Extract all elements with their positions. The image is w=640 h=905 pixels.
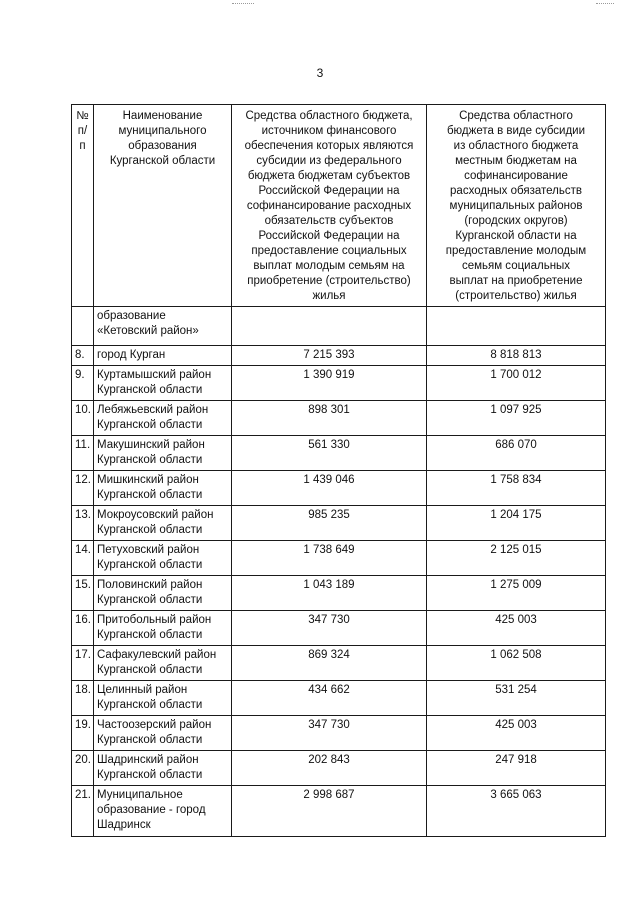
cell-municipality-name <box>94 786 232 837</box>
cell-federal-amount <box>232 506 427 541</box>
municipality-name: Муниципальное образование - город Шадринск <box>97 789 206 831</box>
federal-amount: 869 324 <box>308 649 350 661</box>
cell-municipality-name <box>94 541 232 576</box>
cell-federal <box>232 307 427 346</box>
cell-federal-amount <box>232 716 427 751</box>
table-row <box>72 681 606 716</box>
regional-amount: 425 003 <box>495 719 537 731</box>
cell-regional-amount <box>427 751 606 786</box>
cell-row-number <box>72 436 94 471</box>
cell-row-number <box>72 611 94 646</box>
table-row-continuation <box>72 307 606 346</box>
table-row <box>72 401 606 436</box>
cell-federal-amount <box>232 751 427 786</box>
row-number: 21. <box>75 789 91 801</box>
cell-regional-amount <box>427 401 606 436</box>
municipality-name: Мокроусовский район Курганской области <box>97 509 214 536</box>
municipality-name: Целинный район Курганской области <box>97 684 203 711</box>
regional-amount: 3 665 063 <box>490 789 542 801</box>
table-header-row <box>72 105 606 307</box>
federal-amount: 347 730 <box>308 614 350 626</box>
cell-regional-amount <box>427 611 606 646</box>
cell-row-number <box>72 786 94 837</box>
cell-federal-amount <box>232 346 427 366</box>
regional-amount: 2 125 015 <box>490 544 542 556</box>
cell-municipality-name <box>94 436 232 471</box>
row-number: 14. <box>75 544 91 556</box>
row-number: 20. <box>75 754 91 766</box>
table-body <box>72 307 606 837</box>
cell-row-number <box>72 401 94 436</box>
federal-amount: 898 301 <box>308 404 350 416</box>
row-number: 15. <box>75 579 91 591</box>
cell-federal-amount <box>232 786 427 837</box>
cell-federal-amount <box>232 611 427 646</box>
cell-municipality-name <box>94 681 232 716</box>
cell-federal-amount <box>232 646 427 681</box>
cell-municipality-name <box>94 471 232 506</box>
cell-federal-amount <box>232 366 427 401</box>
cell-regional-amount <box>427 506 606 541</box>
cell-row-number <box>72 366 94 401</box>
municipality-name: Макушинский район Курганской области <box>97 439 205 466</box>
cell-num <box>72 307 94 346</box>
row-number: 13. <box>75 509 91 521</box>
header-federal <box>232 105 427 307</box>
header-name-text: Наименование муниципального образования Курганской области <box>109 110 216 167</box>
cell-regional-amount <box>427 576 606 611</box>
table-row <box>72 751 606 786</box>
header-num-text: № п/п <box>76 110 89 152</box>
table-row <box>72 506 606 541</box>
page-number: 3 <box>316 66 324 80</box>
municipality-name: Половинский район Курганской области <box>97 579 203 606</box>
row-number: 12. <box>75 474 91 486</box>
header-regional-text: Средства областного бюджета в виде субсидии из областного бюджета местным бюджетам на софинансирование расходных обязательств муниципальных районов (городских округов) Курганской области на предоставление молодым семьям социальных выплат на приобретение (строительство) жилья <box>445 110 587 302</box>
cell-row-number <box>72 506 94 541</box>
scan-mark-right <box>596 3 614 5</box>
continuation-name: образование «Кетовский район» <box>97 310 199 337</box>
cell-row-number <box>72 471 94 506</box>
cell-municipality-name <box>94 646 232 681</box>
cell-municipality-name <box>94 366 232 401</box>
row-number: 18. <box>75 684 91 696</box>
federal-amount: 347 730 <box>308 719 350 731</box>
header-regional <box>427 105 606 307</box>
cell-row-number <box>72 681 94 716</box>
municipality-name: Шадринский район Курганской области <box>97 754 203 781</box>
regional-amount: 1 275 009 <box>490 579 542 591</box>
federal-amount: 7 215 393 <box>303 349 355 361</box>
cell-row-number <box>72 346 94 366</box>
budget-table <box>71 104 606 837</box>
cell-municipality-name <box>94 716 232 751</box>
table-row <box>72 436 606 471</box>
regional-amount: 1 062 508 <box>490 649 542 661</box>
table-row <box>72 716 606 751</box>
municipality-name: Лебяжьевский район Курганской области <box>97 404 209 431</box>
municipality-name: Куртамышский район Курганской области <box>97 369 212 396</box>
federal-amount: 1 738 649 <box>303 544 355 556</box>
cell-row-number <box>72 541 94 576</box>
federal-amount: 1 439 046 <box>303 474 355 486</box>
cell-row-number <box>72 646 94 681</box>
cell-municipality-name <box>94 751 232 786</box>
cell-regional-amount <box>427 541 606 576</box>
cell-row-number <box>72 751 94 786</box>
regional-amount: 1 097 925 <box>490 404 542 416</box>
row-number: 8. <box>75 349 85 361</box>
table-row <box>72 471 606 506</box>
municipality-name: Петуховский район Курганской области <box>97 544 203 571</box>
cell-regional-amount <box>427 471 606 506</box>
cell-municipality-name <box>94 576 232 611</box>
row-number: 10. <box>75 404 91 416</box>
federal-amount: 1 043 189 <box>303 579 355 591</box>
regional-amount: 1 758 834 <box>490 474 542 486</box>
regional-amount: 686 070 <box>495 439 537 451</box>
cell-municipality-name <box>94 401 232 436</box>
row-number: 9. <box>75 369 85 381</box>
header-federal-text: Средства областного бюджета, источником финансового обеспечения которых являются субсидии из федерального бюджета бюджетам субъектов Российской Федерации на софинансирование расходных обязательств субъектов Российской Федерации на предоставление социальных выплат молодым семьям на приобретение (строительство) жилья <box>244 110 414 302</box>
municipality-name: город Курган <box>97 349 166 361</box>
cell-regional-amount <box>427 681 606 716</box>
cell-federal-amount <box>232 681 427 716</box>
cell-federal-amount <box>232 576 427 611</box>
regional-amount: 1 204 175 <box>490 509 542 521</box>
row-number: 16. <box>75 614 91 626</box>
cell-regional-amount <box>427 366 606 401</box>
row-number: 19. <box>75 719 91 731</box>
regional-amount: 425 003 <box>495 614 537 626</box>
cell-regional-amount <box>427 346 606 366</box>
federal-amount: 561 330 <box>308 439 350 451</box>
table-row <box>72 541 606 576</box>
cell-regional-amount <box>427 716 606 751</box>
cell-federal-amount <box>232 436 427 471</box>
cell-regional-amount <box>427 786 606 837</box>
municipality-name: Притобольный район Курганской области <box>97 614 212 641</box>
cell-row-number <box>72 576 94 611</box>
row-number: 11. <box>75 439 91 451</box>
federal-amount: 202 843 <box>308 754 350 766</box>
municipality-name: Мишкинский район Курганской области <box>97 474 203 501</box>
cell-row-number <box>72 716 94 751</box>
row-number: 17. <box>75 649 91 661</box>
table-row <box>72 346 606 366</box>
federal-amount: 2 998 687 <box>303 789 355 801</box>
cell-regional-amount <box>427 646 606 681</box>
cell-municipality-name <box>94 611 232 646</box>
municipality-name: Частоозерский район Курганской области <box>97 719 212 746</box>
cell-federal-amount <box>232 401 427 436</box>
header-num <box>72 105 94 307</box>
municipality-name: Сафакулевский район Курганской области <box>97 649 217 676</box>
cell-regional <box>427 307 606 346</box>
federal-amount: 985 235 <box>308 509 350 521</box>
regional-amount: 531 254 <box>495 684 537 696</box>
table-row <box>72 786 606 837</box>
cell-federal-amount <box>232 541 427 576</box>
cell-regional-amount <box>427 436 606 471</box>
cell-municipality-name <box>94 506 232 541</box>
table-row <box>72 366 606 401</box>
table-row <box>72 611 606 646</box>
cell-federal-amount <box>232 471 427 506</box>
federal-amount: 434 662 <box>308 684 350 696</box>
header-name <box>94 105 232 307</box>
regional-amount: 8 818 813 <box>490 349 542 361</box>
scan-mark-left <box>232 3 254 5</box>
cell-name <box>94 307 232 346</box>
cell-municipality-name <box>94 346 232 366</box>
table-row <box>72 576 606 611</box>
federal-amount: 1 390 919 <box>303 369 355 381</box>
table-row <box>72 646 606 681</box>
regional-amount: 247 918 <box>495 754 537 766</box>
regional-amount: 1 700 012 <box>490 369 542 381</box>
